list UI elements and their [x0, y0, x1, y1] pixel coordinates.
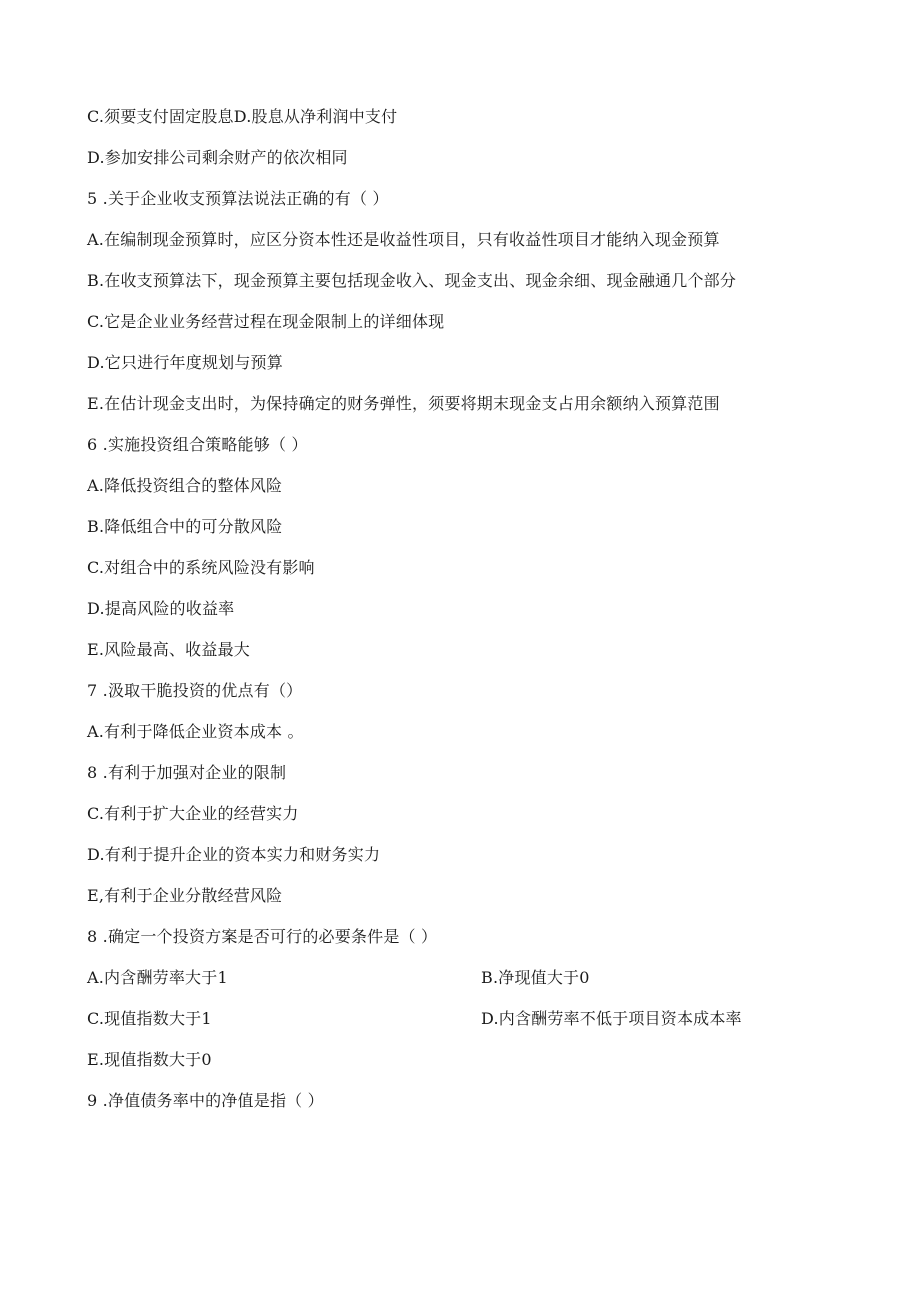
option-line: E,有利于企业分散经营风险 [87, 886, 283, 905]
option-c: C.现值指数大于1 [87, 1009, 212, 1028]
option-line: B.降低组合中的可分散风险 [87, 517, 283, 536]
option-line: C.有利于扩大企业的经营实力 [87, 804, 299, 823]
option-line: D.它只进行年度规划与预算 [87, 353, 283, 372]
question-line: 5 .关于企业收支预算法说法正确的有（ ） [87, 189, 389, 208]
option-line: B.在收支预算法下，现金预算主要包括现金收入、现金支出、现金余细、现金融通几个部分 [87, 271, 737, 290]
question-line: 8 .确定一个投资方案是否可行的必要条件是（ ） [87, 927, 438, 946]
option-d: D.内含酬劳率不低于项目资本成本率 [481, 1009, 742, 1028]
option-line: C.它是企业业务经营过程在现金限制上的详细体现 [87, 312, 445, 331]
option-line: D.参加安排公司剩余财产的依次相同 [87, 148, 348, 167]
option-line: C.须要支付固定股息D.股息从净利润中支付 [87, 107, 398, 126]
option-b: B.净现值大于0 [481, 968, 590, 987]
question-line: 8 .有利于加强对企业的限制 [87, 763, 287, 782]
option-e: E.现值指数大于0 [87, 1050, 212, 1069]
option-line: C.对组合中的系统风险没有影响 [87, 558, 315, 577]
option-line: D.提高风险的收益率 [87, 599, 235, 618]
option-line: E.风险最高、收益最大 [87, 640, 250, 659]
option-a: A.内含酬劳率大于1 [87, 968, 228, 987]
question-line: 6 .实施投资组合策略能够（ ） [87, 435, 308, 454]
option-line: A.有利于降低企业资本成本 。 [87, 722, 304, 741]
question-line: 7 .汲取干脆投资的优点有（） [87, 681, 303, 700]
option-line: D.有利于提升企业的资本实力和财务实力 [87, 845, 381, 864]
option-line: E.在估计现金支出时，为保持确定的财务弹性，须要将期末现金支占用余额纳入预算范围 [87, 394, 720, 413]
question-line: 9 .净值债务率中的净值是指（ ） [87, 1091, 324, 1110]
option-line: A.降低投资组合的整体风险 [87, 476, 283, 495]
option-line: A.在编制现金预算时，应区分资本性还是收益性项目，只有收益性项目才能纳入现金预算 [87, 230, 720, 249]
